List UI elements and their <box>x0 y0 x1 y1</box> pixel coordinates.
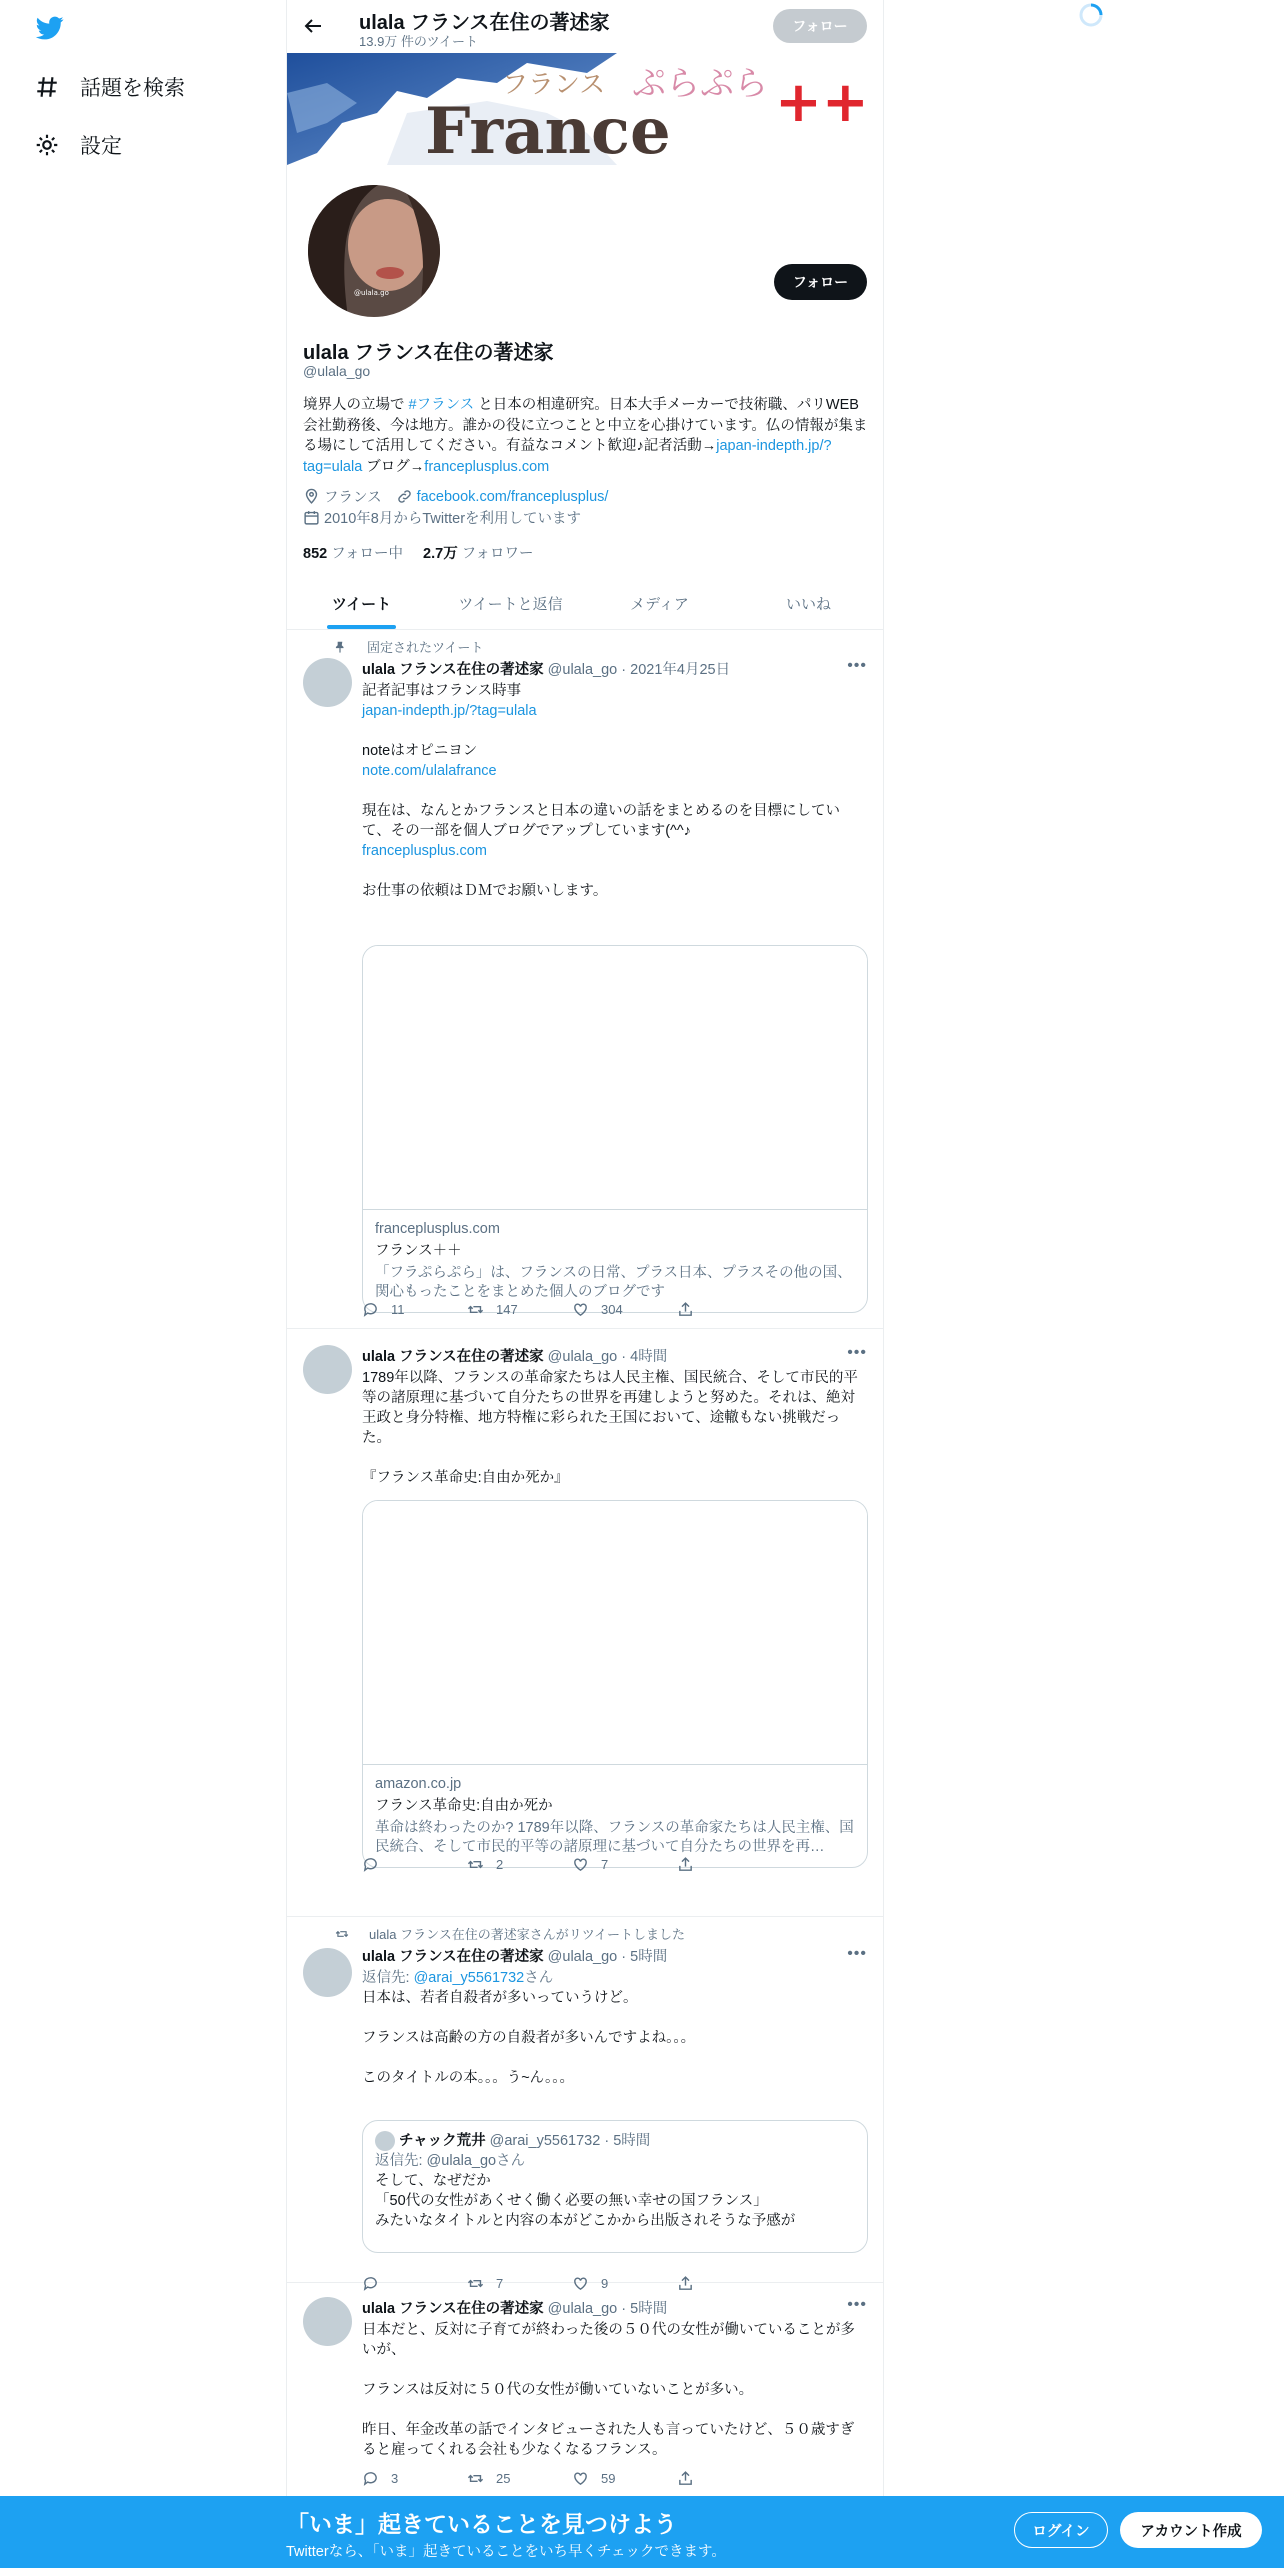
retweet-count: 2 <box>496 1857 504 1872</box>
retweet-count: 7 <box>496 2276 504 2291</box>
following-label: フォロー中 <box>331 546 404 562</box>
tweet-text <box>362 1988 868 2088</box>
quote-line: 「50代の女性があくせく働く必要の無い幸せの国フランス」 <box>375 2193 768 2210</box>
tweet-text <box>362 681 868 901</box>
profile-location: フランス <box>324 490 382 506</box>
pinned-context <box>333 637 483 656</box>
tweet-author-handle: @ulala_go <box>547 1349 618 1365</box>
link-icon <box>396 488 413 505</box>
tweet-link[interactable]: note.com/ulalafrance <box>362 763 497 779</box>
tweet-author-handle: @ulala_go <box>547 1949 618 1965</box>
like-count: 9 <box>601 2276 609 2291</box>
profile-joined-row <box>303 507 581 528</box>
tab-likes[interactable]: いいね <box>785 596 831 613</box>
reply-button[interactable] <box>362 1301 467 1318</box>
quote-header: チャック荒井 @arai_y5561732 · 5時間 <box>375 2131 855 2151</box>
tweet-line: フランスは高齢の方の自殺者が多いんですよね。。。 <box>362 2030 696 2046</box>
gear-icon <box>34 132 60 158</box>
bio-link-blog[interactable]: franceplusplus.com <box>424 458 550 475</box>
retweet-context <box>335 1924 685 1943</box>
signup-prompt-bar <box>0 2496 1284 2568</box>
retweet-button[interactable] <box>467 2470 572 2487</box>
like-button[interactable] <box>572 1856 677 1873</box>
retweet-icon <box>467 2470 484 2487</box>
like-count: 304 <box>601 1302 623 1317</box>
reply-icon <box>362 1856 379 1873</box>
heart-icon <box>572 1856 589 1873</box>
card-info <box>363 1765 867 1867</box>
bio-hashtag-link[interactable]: #フランス <box>408 397 475 413</box>
tweet-line: noteはオピニヨン <box>362 743 478 759</box>
profile-header-bar <box>287 0 883 53</box>
tweet-text <box>362 1368 868 1488</box>
retweet-label[interactable]: ulala フランス在住の著述家さんがリツイートしました <box>369 1927 686 1942</box>
signup-button[interactable]: アカウント作成 <box>1120 2512 1262 2548</box>
bio-link-japan-indepth[interactable]: japan-indepth.jp/?tag=ulala <box>303 438 832 475</box>
tweet-header: ulala フランス在住の著述家 @ulala_go · 5時間 <box>362 1949 668 1965</box>
tweet-line: 『フランス革命史:自由か死か』 <box>362 1470 569 1486</box>
heart-icon <box>572 1301 589 1318</box>
bottom-title: 「いま」起きていることを見つけよう <box>286 2511 677 2537</box>
share-icon <box>677 2470 694 2487</box>
more-options-icon[interactable]: ••• <box>847 2296 867 2313</box>
reply-button[interactable] <box>362 2470 467 2487</box>
like-button[interactable] <box>572 1301 677 1318</box>
profile-bio <box>303 395 873 477</box>
share-button[interactable] <box>677 2470 782 2487</box>
bio-text-3: ブログ→ <box>362 458 425 475</box>
quote-avatar <box>375 2131 395 2151</box>
twitter-logo-icon[interactable] <box>34 14 66 42</box>
quoted-tweet[interactable] <box>362 2120 868 2253</box>
reply-to-link[interactable]: @arai_y5561732 <box>413 1970 525 1986</box>
hashtag-icon <box>34 74 60 100</box>
reply-icon <box>362 1301 379 1318</box>
reply-count: 3 <box>391 2471 399 2486</box>
tweet-line: フランスは反対に５０代の女性が働いていないことが多い。 <box>362 2382 754 2398</box>
tweet-actions <box>362 1301 782 1318</box>
tweet[interactable] <box>287 1329 883 1917</box>
tweet-time[interactable]: 2021年4月25日 <box>630 662 731 678</box>
card-title: フランス革命史:自由か死か <box>375 1798 553 1814</box>
header-follow-button[interactable]: フォロー <box>773 9 867 43</box>
tweet-line: このタイトルの本。。。う~ん。。。 <box>362 2070 575 2086</box>
retweet-icon <box>467 1301 484 1318</box>
profile-name: ulala フランス在住の著述家 <box>303 342 554 364</box>
tweet-line: 昨日、年金改革の話でインタビューされた人も言っていたけど、５０歳すぎると雇ってくれる会社も少なくなるフランス。 <box>362 2422 855 2458</box>
profile-joined: 2010年8月からTwitterを利用しています <box>324 511 582 527</box>
profile-tabs <box>287 580 883 630</box>
more-options-icon[interactable]: ••• <box>847 1344 867 1361</box>
tweet[interactable] <box>287 2283 883 2496</box>
tab-media[interactable]: メディア <box>630 596 689 613</box>
quote-time: 5時間 <box>613 2133 651 2149</box>
profile-stats <box>303 542 534 563</box>
tweet-actions <box>362 2470 782 2487</box>
tweet-body <box>362 2297 868 2486</box>
tweet-line: 1789年以降、フランスの革命家たちは人民主権、国民統合、そして市民的平等の諸原理に基づいて自分たちの世界を再建しようと努めた。それは、絶対王政と身分特権、地方特権に彩られた王国において、途轍もない挑戦だった。 <box>362 1370 858 1446</box>
tweet-author-name[interactable]: ulala フランス在住の著述家 <box>362 2301 544 2317</box>
tweet-time[interactable]: 5時間 <box>630 1949 668 1965</box>
tweet-author-name[interactable]: ulala フランス在住の著述家 <box>362 1349 544 1365</box>
card-image <box>363 1501 867 1765</box>
header-name: ulala フランス在住の著述家 <box>359 12 610 34</box>
back-arrow-icon[interactable] <box>301 14 325 38</box>
tweet-avatar[interactable] <box>303 2297 352 2346</box>
reply-icon <box>362 2470 379 2487</box>
tweet-body <box>362 1345 868 1872</box>
card-domain: franceplusplus.com <box>375 1221 500 1237</box>
quote-line: みたいなタイトルと内容の本がどこかから出版されそうな予感が <box>375 2213 796 2230</box>
tweet-link[interactable]: franceplusplus.com <box>362 843 487 859</box>
tweet-line: 日本は、若者自殺者が多いっていうけど。 <box>362 1990 638 2006</box>
reply-prefix: 返信先: <box>362 1970 414 1986</box>
quote-author-handle: @arai_y5561732 <box>489 2133 601 2149</box>
share-icon <box>677 1301 694 1318</box>
retweet-count: 25 <box>496 2471 511 2486</box>
profile-avatar[interactable] <box>304 181 444 321</box>
follow-button[interactable]: フォロー <box>774 264 867 300</box>
banner-small-text: フランス <box>502 70 606 100</box>
location-pin-icon <box>303 488 320 505</box>
tweet-time[interactable]: 5時間 <box>630 2301 668 2317</box>
profile-handle: @ulala_go <box>303 363 371 379</box>
loading-spinner-icon <box>1078 2 1104 28</box>
quote-reply-to: 返信先: @ulala_goさん <box>375 2153 526 2170</box>
card-domain: amazon.co.jp <box>375 1776 462 1792</box>
tab-tweets-and-replies[interactable]: ツイートと返信 <box>458 596 563 613</box>
retweet-count: 147 <box>496 1302 518 1317</box>
tweet-body <box>362 658 868 1317</box>
banner-plus-text: ++ <box>775 70 869 135</box>
retweet-icon <box>467 1856 484 1873</box>
retweet-button[interactable] <box>467 1301 572 1318</box>
main-column <box>286 0 884 2568</box>
card-image <box>363 946 867 1210</box>
tweet-time[interactable]: 4時間 <box>630 1349 668 1365</box>
card-description: 革命は終わったのか? 1789年以降、フランスの革命家たちは人民主権、国民統合、そして市民的平等の諸原理に基づいて自分たちの世界を再… <box>375 1820 854 1855</box>
followers-count: 2.7万 <box>423 546 458 562</box>
tweet-header: ulala フランス在住の著述家 @ulala_go · 5時間 <box>362 2301 668 2317</box>
profile-website-link[interactable]: facebook.com/franceplusplus/ <box>416 488 609 505</box>
following-link[interactable] <box>303 546 403 562</box>
banner-big-text: France <box>425 94 671 165</box>
like-button[interactable] <box>572 2470 677 2487</box>
profile-banner[interactable] <box>287 53 883 165</box>
tweet-author-name[interactable]: ulala フランス在住の著述家 <box>362 662 544 678</box>
tweet-retweeted[interactable] <box>287 1917 883 2291</box>
reply-suffix: さん <box>524 1970 554 1986</box>
bio-text-1: 境界人の立場で <box>303 397 409 413</box>
nav-settings-label: 設定 <box>80 135 122 158</box>
following-count: 852 <box>303 546 328 562</box>
reply-to-line <box>362 1968 868 1988</box>
more-options-icon[interactable]: ••• <box>847 657 867 674</box>
followers-label: フォロワー <box>461 546 534 562</box>
tweet-author-handle: @ulala_go <box>547 662 618 678</box>
tweet-body <box>362 1945 868 2291</box>
quote-author-name: チャック荒井 <box>399 2133 486 2149</box>
calendar-icon <box>303 509 320 526</box>
banner-script-text: ぷらぷら <box>632 64 768 104</box>
link-card[interactable] <box>362 1500 868 1868</box>
followers-link[interactable] <box>423 546 533 562</box>
card-info <box>363 1210 867 1312</box>
heart-icon <box>572 2470 589 2487</box>
share-button[interactable] <box>677 1301 782 1318</box>
nav-settings[interactable] <box>34 130 122 160</box>
bottom-subtitle: Twitterなら、「いま」起きていることをいち早くチェックできます。 <box>286 2544 726 2560</box>
pinned-label: 固定されたツイート <box>367 640 484 655</box>
quote-line: そして、なぜだか <box>375 2173 491 2190</box>
card-title: フランス＋＋ <box>375 1243 462 1259</box>
tweet-line: 現在は、なんとかフランスと日本の違いの話をまとめるのを目標にしていて、その一部を個人ブログでアップしています(^^♪ <box>362 803 841 839</box>
tweet-header: ulala フランス在住の著述家 @ulala_go · 4時間 <box>362 1349 668 1365</box>
tab-tweets[interactable]: ツイート <box>287 580 436 629</box>
tweet-avatar[interactable] <box>303 1948 352 1997</box>
like-count: 7 <box>601 1857 609 1872</box>
pin-icon <box>333 640 347 654</box>
profile-meta-row <box>303 486 608 507</box>
share-icon <box>677 1856 694 1873</box>
tweet-author-name[interactable]: ulala フランス在住の著述家 <box>362 1949 544 1965</box>
more-options-icon[interactable]: ••• <box>847 1945 867 1962</box>
link-card[interactable] <box>362 945 868 1313</box>
tweet-link[interactable]: japan-indepth.jp/?tag=ulala <box>362 703 537 719</box>
avatar-caption: @ulala.go <box>354 289 389 297</box>
reply-button[interactable] <box>362 1856 467 1873</box>
tweet-avatar[interactable] <box>303 658 352 707</box>
tweet-line: 記者記事はフランス時事 <box>362 683 522 699</box>
like-count: 59 <box>601 2471 616 2486</box>
tweet-header: ulala フランス在住の著述家 @ulala_go · 2021年4月25日 <box>362 662 731 678</box>
card-description: 「フラぷらぷら」は、フランスの日常、プラス日本、プラスその他の国、関心もったことをまとめた個人のブログです <box>375 1265 852 1300</box>
tweet-avatar[interactable] <box>303 1345 352 1394</box>
share-button[interactable] <box>677 1856 782 1873</box>
tweet-pinned[interactable] <box>287 631 883 1329</box>
tweet-author-handle: @ulala_go <box>547 2301 618 2317</box>
bio-text-2: と日本の相違研究。日本大手メーカーで技術職、パリWEB会社勤務後、今は地方。誰かの役に立つことと中立を心掛けています。仏の情報が集まる場にして活用してください。有益なコメント歓迎♪記者活動→ <box>303 397 868 454</box>
left-navigation <box>0 0 286 2568</box>
nav-explore[interactable] <box>34 72 185 102</box>
tweet-actions <box>362 1856 782 1873</box>
reply-count: 11 <box>391 1302 405 1317</box>
nav-explore-label: 話題を検索 <box>80 77 185 100</box>
tweet-text <box>362 2320 868 2460</box>
tweet-line: 日本だと、反対に子育てが終わった後の５０代の女性が働いていることが多いが、 <box>362 2322 855 2358</box>
login-button[interactable]: ログイン <box>1014 2512 1108 2548</box>
tweet-line: お仕事の依頼はＤＭでお願いします。 <box>362 883 608 899</box>
retweet-icon <box>335 1927 349 1941</box>
header-tweet-count: 13.9万 件のツイート <box>359 34 479 49</box>
retweet-button[interactable] <box>467 1856 572 1873</box>
